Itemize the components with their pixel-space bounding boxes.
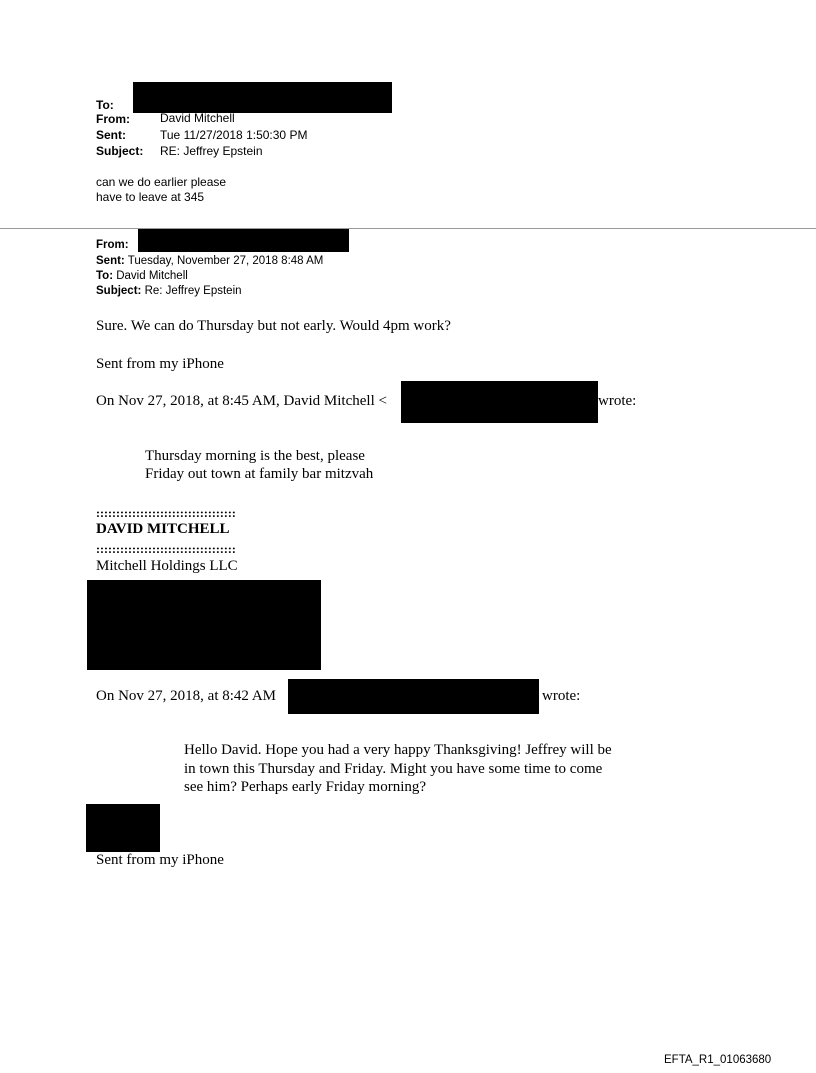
redaction-email-address — [401, 381, 598, 423]
quoted-sent-label: Sent: — [96, 255, 125, 267]
document-id: EFTA_R1_01063680 — [664, 1054, 772, 1066]
sent-label: Sent: — [96, 128, 126, 142]
message2-line-2: Friday out town at family bar mitzvah — [145, 466, 374, 482]
reply-line-1: can we do earlier please — [96, 175, 227, 189]
message1-signoff: Sent from my iPhone — [96, 356, 224, 372]
quoted-subject — [96, 285, 242, 298]
message3-attribution-start: On Nov 27, 2018, at 8:42 AM — [96, 688, 276, 704]
redaction-small-block — [86, 804, 160, 852]
signature-dots-top: ::::::::::::::::::::::::::::::::::: — [96, 506, 236, 520]
subject-value: RE: Jeffrey Epstein — [160, 144, 263, 158]
redaction-signature-block — [87, 580, 321, 670]
quoted-to-label: To: — [96, 270, 114, 282]
subject-label: Subject: — [96, 144, 144, 158]
message1-attribution-start: On Nov 27, 2018, at 8:45 AM, David Mitchell < — [96, 393, 387, 409]
to-label: To: — [96, 98, 114, 112]
message3-signoff: Sent from my iPhone — [96, 852, 224, 868]
redaction-from — [138, 229, 349, 252]
signature-dots-bottom: ::::::::::::::::::::::::::::::::::: — [96, 542, 236, 556]
from-value: David Mitchell — [160, 111, 235, 125]
quoted-to — [96, 270, 188, 283]
message1-body: Sure. We can do Thursday but not early. Would 4pm work? — [96, 318, 451, 334]
message1-attribution-end: wrote: — [598, 393, 637, 409]
message3-attribution-end: wrote: — [542, 688, 581, 704]
message2-line-1: Thursday morning is the best, please — [145, 448, 365, 464]
signature-company: Mitchell Holdings LLC — [96, 558, 238, 574]
quoted-subject-value: Re: Jeffrey Epstein — [144, 285, 242, 297]
header-divider — [0, 228, 816, 229]
sent-value: Tue 11/27/2018 1:50:30 PM — [160, 128, 308, 142]
from-label: From: — [96, 112, 130, 126]
quoted-sent-value: Tuesday, November 27, 2018 8:48 AM — [127, 255, 324, 267]
message3-line-2: in town this Thursday and Friday. Might you have some time to come — [184, 761, 603, 777]
quoted-sent — [96, 255, 323, 268]
signature-name: DAVID MITCHELL — [96, 521, 230, 537]
quoted-subject-label: Subject: — [96, 285, 142, 297]
quoted-from — [96, 239, 129, 252]
quoted-from-label: From: — [96, 239, 129, 251]
message3-line-1: Hello David. Hope you had a very happy Thanksgiving! Jeffrey will be — [184, 742, 612, 758]
reply-line-2: have to leave at 345 — [96, 190, 205, 204]
message3-line-3: see him? Perhaps early Friday morning? — [184, 779, 427, 795]
redaction-to — [133, 82, 392, 113]
redaction-sender — [288, 679, 539, 714]
quoted-to-value: David Mitchell — [116, 270, 188, 282]
